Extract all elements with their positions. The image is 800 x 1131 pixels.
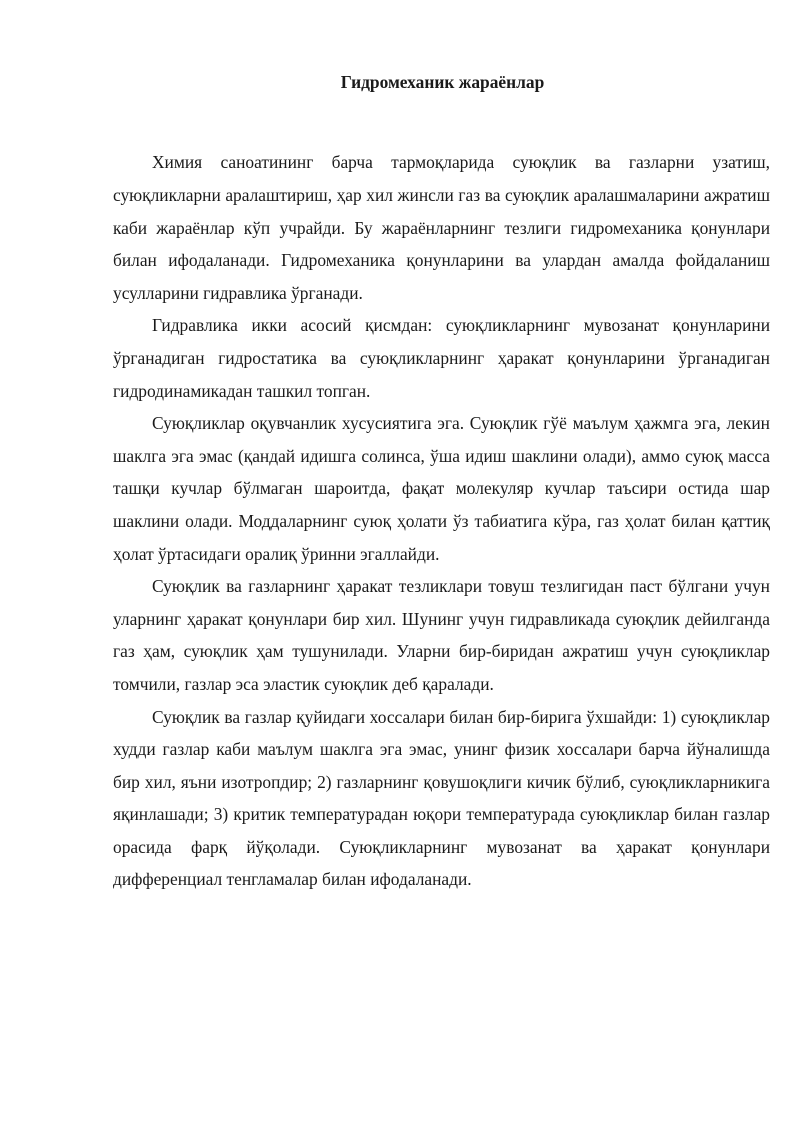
- paragraph-liquid-fluidity: Суюқликлар оқувчанлик хусусиятига эга. Суюқлик гўё маълум ҳажмга эга, лекин шаклга эга эмас (қандай идишга солинса, ўша идиш шаклини олади), аммо суюқ масса ташқи кучлар бўлмаган шароитда, фақат молекуляр кучлар таъсири остида шар шаклини олади. Моддаларнинг суюқ ҳолати ўз табиатига кўра, газ ҳолат билан қаттиқ ҳолат ўртасидаги оралиқ ўринни эгаллайди.: [113, 413, 770, 564]
- document-body: [113, 74, 770, 896]
- paragraph-intro: Химия саноатининг барча тармоқларида суюқлик ва газларни узатиш, суюқликларни аралаштириш, ҳар хил жинсли газ ва суюқлик аралашмаларини ажратиш каби жараёнлар кўп учрайди. Бу жараёнларнинг тезлиги гидромеханика қонунлари билан ифодаланади. Гидромеханика қонунларини ва улардан амалда фойдаланиш усулларини гидравлика ўрганади.: [113, 152, 770, 303]
- paragraph-liquids-and-gases: Суюқлик ва газларнинг ҳаракат тезликлари товуш тезлигидан паст бўлгани учун уларнинг ҳаракат қонунлари бир хил. Шунинг учун гидравликада суюқлик дейилганда газ ҳам, суюқлик ҳам тушунилади. Уларни бир-биридан ажратиш учун суюқликлар томчили, газлар эса эластик суюқлик деб қаралади.: [113, 576, 770, 694]
- paragraph-hydraulics-parts: Гидравлика икки асосий қисмдан: суюқликларнинг мувозанат қонунларини ўрганадиган гидростатика ва суюқликларнинг ҳаракат қонунларини ўрганадиган гидродинамикадан ташкил топган.: [113, 315, 770, 401]
- paragraph-similar-properties: Суюқлик ва газлар қуйидаги хоссалари билан бир-бирига ўхшайди: 1) суюқликлар худди газлар каби маълум шаклга эга эмас, унинг физик хоссалари барча йўналишда бир хил, яъни изотропдир; 2) газларнинг қовушоқлиги кичик бўлиб, суюқликларникига яқинлашади; 3) критик температурадан юқори температурада суюқликлар билан газлар орасида фарқ йўқолади. Суюқликларнинг мувозанат ва ҳаракат қонунлари дифференциал тенгламалар билан ифодаланади.: [113, 706, 770, 890]
- document-title: Гидромеханик жараёнлар: [340, 72, 545, 92]
